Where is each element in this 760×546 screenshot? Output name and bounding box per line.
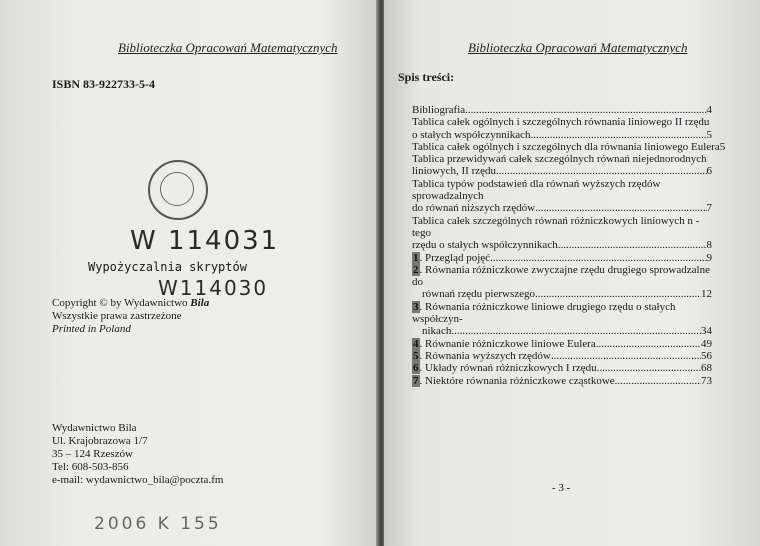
toc-chapter bbox=[412, 325, 712, 337]
publisher-address bbox=[52, 422, 223, 487]
toc-page: 9 bbox=[706, 251, 712, 264]
toc-chapter bbox=[412, 288, 712, 300]
library-stamp-seal bbox=[148, 160, 208, 220]
toc-chapter-line bbox=[412, 264, 712, 289]
chapter-title: . Równania wyższych rzędów bbox=[419, 349, 551, 362]
chapter-title: . Równanie różniczkowe liniowe Eulera bbox=[419, 337, 596, 350]
toc-entry-text: Bibliografia bbox=[412, 104, 466, 116]
toc-entry bbox=[412, 129, 712, 141]
publisher-name: Bila bbox=[190, 297, 210, 309]
isbn: ISBN 83-922733-5-4 bbox=[52, 77, 156, 91]
toc-page: 5 bbox=[706, 128, 712, 141]
chapter-number: 6 bbox=[413, 362, 419, 375]
chapter-number: 5 bbox=[413, 349, 419, 362]
library-stamp-text: Wypożyczalnia skryptów bbox=[88, 260, 247, 274]
toc-entry bbox=[412, 239, 712, 251]
handwritten-number-1: W 114031 bbox=[130, 226, 280, 256]
toc-entry-line: Tablica typów podstawień dla równań wyższych rzędów sprowadzalnych bbox=[412, 177, 661, 203]
toc-entry-line: Tablica przewidywań całek szczególnych równań niejednorodnych bbox=[412, 153, 707, 166]
chapter-title: . Układy równań różniczkowych I rzędu bbox=[419, 362, 597, 375]
chapter-title: równań rzędu pierwszego bbox=[422, 288, 536, 301]
chapter-number: 4 bbox=[413, 337, 419, 350]
right-header: Biblioteczka Opracowań Matematycznych bbox=[468, 40, 688, 55]
toc-page: 68 bbox=[701, 362, 712, 375]
toc-entry bbox=[412, 140, 726, 153]
toc-entry-text: liniowych, II rzędu bbox=[412, 165, 496, 178]
toc-page: 34 bbox=[701, 325, 712, 338]
toc-entry-text: do równań niższych rzędów bbox=[412, 202, 536, 215]
library-stamp-inner bbox=[160, 172, 194, 206]
toc-chapter-line bbox=[412, 301, 712, 326]
toc-entry bbox=[412, 104, 712, 116]
toc-page: 8 bbox=[706, 239, 712, 252]
toc-page: 4 bbox=[706, 104, 712, 116]
right-page bbox=[384, 0, 760, 546]
toc-entry-line: Tablica całek szczególnych równań różniczkowych liniowych n - tego bbox=[412, 214, 700, 239]
copyright-prefix: Copyright © by Wydawnictwo bbox=[52, 297, 191, 309]
copyright-block bbox=[52, 297, 209, 336]
toc-entry-text: o stałych współczynnikach bbox=[412, 128, 531, 141]
left-header: Biblioteczka Opracowań Matematycznych bbox=[118, 40, 338, 55]
toc-chapter bbox=[412, 252, 712, 264]
toc-entry bbox=[412, 165, 712, 177]
handwritten-number-3: 2006 K 155 bbox=[94, 514, 222, 534]
chapter-number: 1 bbox=[413, 251, 419, 264]
table-of-contents bbox=[412, 104, 726, 387]
chapter-number: 3 bbox=[413, 300, 419, 313]
toc-chapter bbox=[412, 350, 712, 362]
toc-page: 56 bbox=[701, 349, 712, 362]
printed-line: Printed in Poland bbox=[52, 323, 131, 335]
rights-line: Wszystkie prawa zastrzeżone bbox=[52, 310, 182, 322]
chapter-title: nikach bbox=[422, 325, 452, 338]
toc-title: Spis treści: bbox=[398, 70, 455, 84]
address-line-3: 35 – 124 Rzeszów bbox=[52, 448, 133, 460]
toc-page: 12 bbox=[701, 288, 712, 301]
address-email: e-mail: wydawnictwo_bila@poczta.fm bbox=[52, 474, 224, 486]
toc-entry-text: rzędu o stałych współczynnikach bbox=[412, 239, 558, 252]
chapter-title: . Równania różniczkowe zwyczajne rzędu drugiego sprowadzalne do bbox=[412, 263, 710, 289]
address-line-2: Ul. Krajobrazowa 1/7 bbox=[52, 435, 148, 447]
toc-entry bbox=[412, 202, 712, 214]
chapter-number: 7 bbox=[413, 374, 419, 387]
chapter-title: . Równania różniczkowe liniowe drugiego rzędu o stałych współczyn- bbox=[412, 300, 676, 326]
toc-entry-text: Tablica całek ogólnych i szczególnych dla równania liniowego Eulera bbox=[412, 140, 720, 153]
toc-chapter bbox=[412, 375, 712, 387]
address-line-4: Tel: 608-503-856 bbox=[52, 461, 129, 473]
chapter-number: 2 bbox=[413, 263, 419, 276]
chapter-title: . Przegląd pojęć bbox=[419, 251, 491, 264]
left-page bbox=[0, 0, 378, 546]
page-number: - 3 - bbox=[552, 482, 571, 494]
toc-entry-line: Tablica całek ogólnych i szczególnych równania liniowego II rzędu bbox=[412, 116, 710, 129]
address-line-1: Wydawnictwo Bila bbox=[52, 422, 137, 434]
handwritten-number-2: W114030 bbox=[158, 276, 269, 300]
toc-page: 5 bbox=[719, 140, 726, 153]
toc-page: 6 bbox=[706, 165, 712, 178]
copyright-line bbox=[52, 297, 209, 310]
toc-chapter bbox=[412, 362, 712, 374]
toc-chapter bbox=[412, 338, 712, 350]
toc-page: 7 bbox=[706, 202, 712, 215]
chapter-title: . Niektóre równania różniczkowe cząstkowe bbox=[419, 374, 615, 387]
toc-page: 73 bbox=[701, 374, 712, 387]
toc-page: 49 bbox=[701, 337, 712, 350]
